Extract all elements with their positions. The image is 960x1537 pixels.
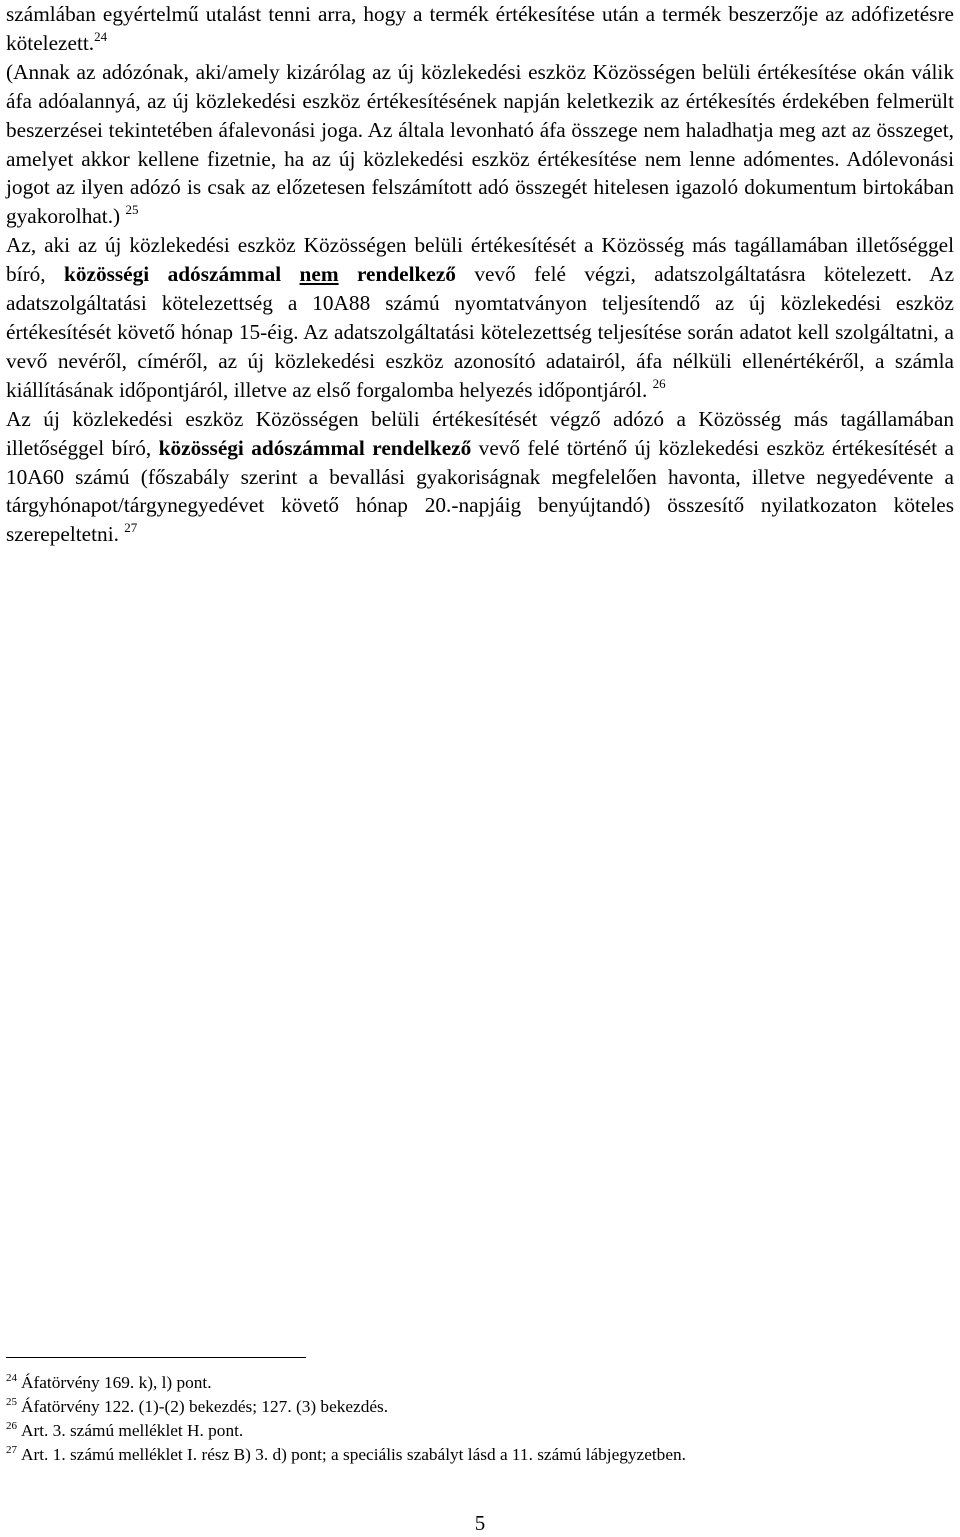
paragraph-3-text-c: vevő felé végzi, adatszolgáltatásra kötelezett. Az adatszolgáltatási kötelezettség a 10A88 számú nyomtatványon teljesítendő az új közlekedési eszköz értékesítését követő hónap 15-éig. Az adatszolgáltatási kötelezettség teljesítése során adatot kell szolgáltatni, a vevő nevéről, címéről, az új közlekedési eszköz azonosító adatairól, áfa nélküli ellenértékéről, a számla kiállításának időpontjáról, illetve az első forgalomba helyezés időpontjáról.	[6, 262, 955, 402]
footnotes	[6, 1371, 946, 1467]
paragraph-3-bold-1: közösségi adószámmal	[64, 262, 282, 287]
paragraph-3-text-a: Az, aki az új közlekedési eszköz Közösségen belüli értékesítését a Közösség más tagállamában illetőséggel bíró,	[6, 233, 954, 287]
footnote-text: Art. 3. számú melléklet H. pont.	[21, 1421, 244, 1440]
footnote-27	[6, 1443, 946, 1467]
paragraph-1	[6, 0, 954, 58]
footnote-number: 27	[6, 1444, 17, 1456]
paragraph-1-text: számlában egyértelmű utalást tenni arra, hogy a termék értékesítése után a termék beszerzője az adófizetésre kötelezett.	[6, 2, 954, 55]
document-body	[6, 0, 954, 549]
footnote-ref-27: 27	[124, 520, 138, 536]
paragraph-4	[6, 405, 954, 550]
paragraph-3-bold-2: rendelkező	[356, 262, 456, 287]
footnote-number: 26	[6, 1420, 17, 1432]
footnote-number: 25	[6, 1396, 17, 1408]
footnote-separator	[6, 1357, 306, 1358]
footnote-text: Áfatörvény 122. (1)-(2) bekezdés; 127. (3) bekezdés.	[21, 1397, 389, 1416]
paragraph-4-bold-1: közösségi adószámmal	[158, 435, 365, 460]
paragraph-4-text-c: vevő felé történő új közlekedési eszköz értékesítését a 10A60 számú (főszabály szerint a bevallási gyakoriságnak megfelelően havonta, illetve negyedévente a tárgyhónapot/tárgynegyedévet követő hónap 20.-napjáig benyújtandó) összesítő nyilatkozaton köteles szerepeltetni.	[6, 435, 954, 547]
paragraph-3-bold-underlined: nem	[299, 262, 339, 287]
footnote-ref-26: 26	[652, 375, 666, 391]
footnote-25	[6, 1395, 946, 1419]
footnote-26	[6, 1419, 946, 1443]
paragraph-2	[6, 58, 954, 231]
footnote-text: Art. 1. számú melléklet I. rész B) 3. d) pont; a speciális szabályt lásd a 11. számú lábjegyzetben.	[21, 1445, 686, 1464]
footnote-ref-25: 25	[125, 202, 139, 218]
footnote-text: Áfatörvény 169. k), l) pont.	[21, 1373, 212, 1392]
footnote-24	[6, 1371, 946, 1395]
paragraph-3	[6, 231, 954, 404]
footnote-ref-24: 24	[94, 28, 108, 44]
paragraph-4-bold-2: rendelkező	[372, 435, 472, 460]
paragraph-2-text: (Annak az adózónak, aki/amely kizárólag az új közlekedési eszköz Közösségen belüli értékesítése okán válik áfa adóalannyá, az új közlekedési eszköz értékesítésének napján keletkezik az értékesítés érdekében felmerült beszerzései tekintetében áfalevonási joga. Az általa levonható áfa összege nem haladhatja meg azt az összeget, amelyet akkor kellene fizetnie, ha az új közlekedési eszköz értékesítése nem lenne adómentes. Adólevonási jogot az ilyen adózó is csak az előzetesen felszámított adó összegét hitelesen igazoló dokumentum birtokában gyakorolhat.)	[6, 59, 954, 229]
page-number: 5	[474, 1511, 486, 1535]
footnote-number: 24	[6, 1372, 17, 1384]
paragraph-4-text-a: Az új közlekedési eszköz Közösségen belüli értékesítését végző adózó a Közösség más tagállamában illetőséggel bíró,	[6, 406, 954, 460]
